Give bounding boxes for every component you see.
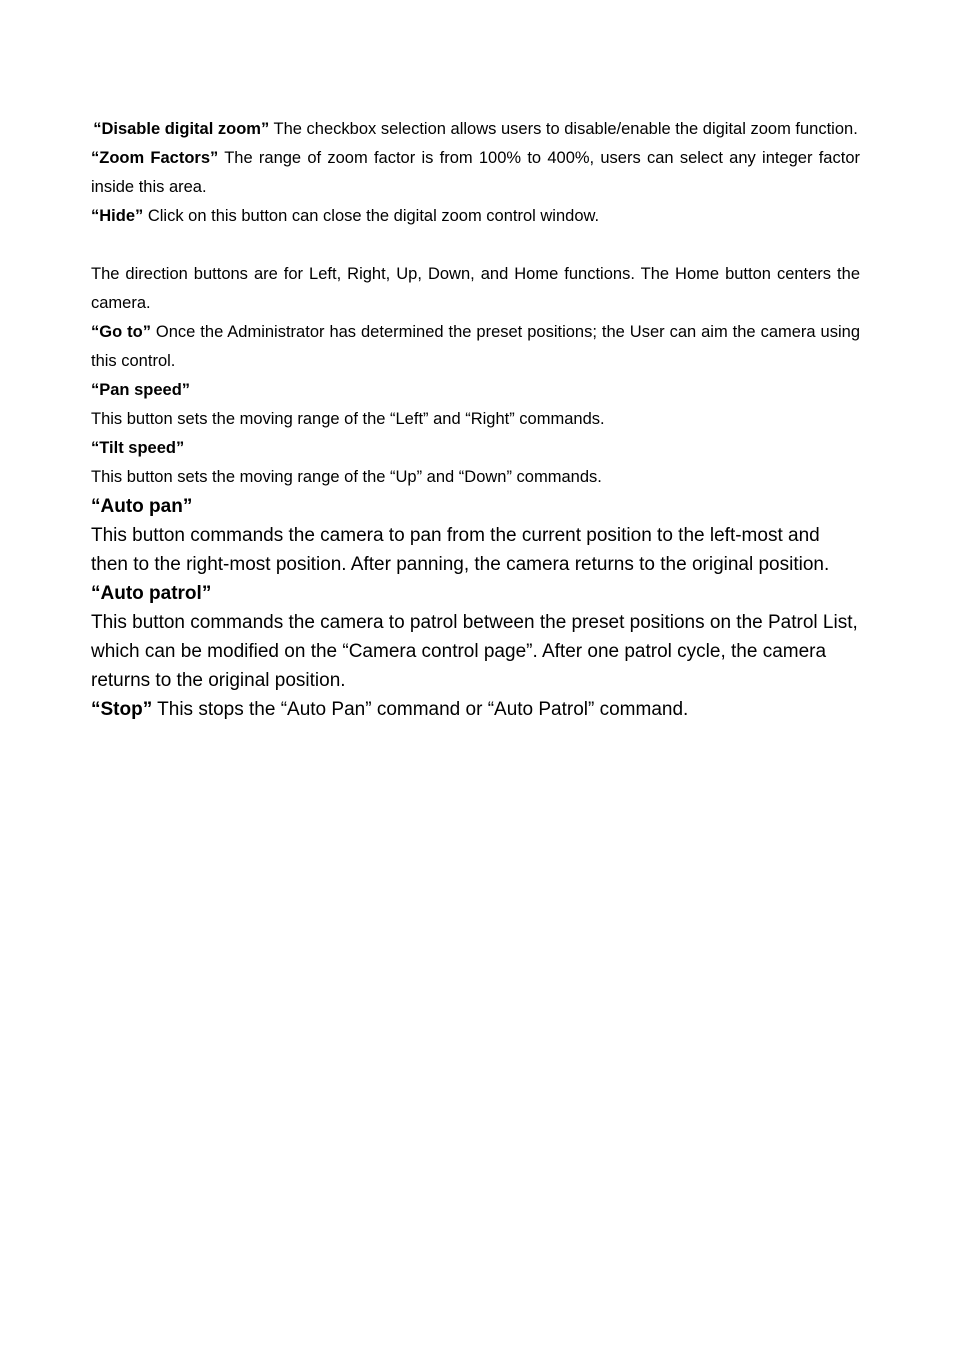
go-to-term: “Go to” — [91, 323, 151, 341]
pan-speed-heading: “Pan speed” — [91, 381, 191, 399]
auto-pan-text: This button commands the camera to pan from the current position to the left-most and then to the right-most position. After panning, the camera returns to the original position. — [91, 525, 830, 575]
go-to-paragraph — [91, 318, 860, 376]
zoom-factors-term: “Zoom Factors” — [91, 149, 219, 167]
stop-paragraph — [91, 695, 860, 724]
auto-patrol-text: This button commands the camera to patrol between the preset positions on the Patrol List, which can be modified on the “Camera control page”. After one patrol cycle, the camera returns to the original position. — [91, 612, 858, 691]
paragraph-gap — [91, 231, 860, 260]
disable-digital-zoom-text: The checkbox selection allows users to disable/enable the digital zoom function. — [269, 120, 858, 138]
hide-paragraph — [91, 202, 860, 231]
tilt-speed-text: This button sets the moving range of the “Up” and “Down” commands. — [91, 468, 602, 486]
tilt-speed-heading: “Tilt speed” — [91, 439, 185, 457]
stop-term: “Stop” — [91, 699, 153, 720]
document-page — [91, 115, 860, 724]
auto-pan-heading: “Auto pan” — [91, 496, 193, 517]
auto-patrol-heading: “Auto patrol” — [91, 583, 212, 604]
pan-speed-text: This button sets the moving range of the “Left” and “Right” commands. — [91, 410, 605, 428]
disable-digital-zoom-term: “Disable digital zoom” — [93, 120, 270, 138]
stop-text: This stops the “Auto Pan” command or “Auto Patrol” command. — [152, 699, 689, 720]
zoom-factors-text: The range of zoom factor is from 100% to 400%, users can select any integer factor inside this area. — [91, 149, 860, 196]
direction-buttons-paragraph: The direction buttons are for Left, Right, Up, Down, and Home functions. The Home button centers the camera. — [91, 265, 860, 312]
hide-term: “Hide” — [91, 207, 144, 225]
zoom-factors-paragraph — [91, 144, 860, 202]
hide-text: Click on this button can close the digital zoom control window. — [143, 207, 600, 225]
go-to-text: Once the Administrator has determined the preset positions; the User can aim the camera using this control. — [91, 323, 860, 370]
disable-digital-zoom-paragraph — [91, 115, 860, 144]
